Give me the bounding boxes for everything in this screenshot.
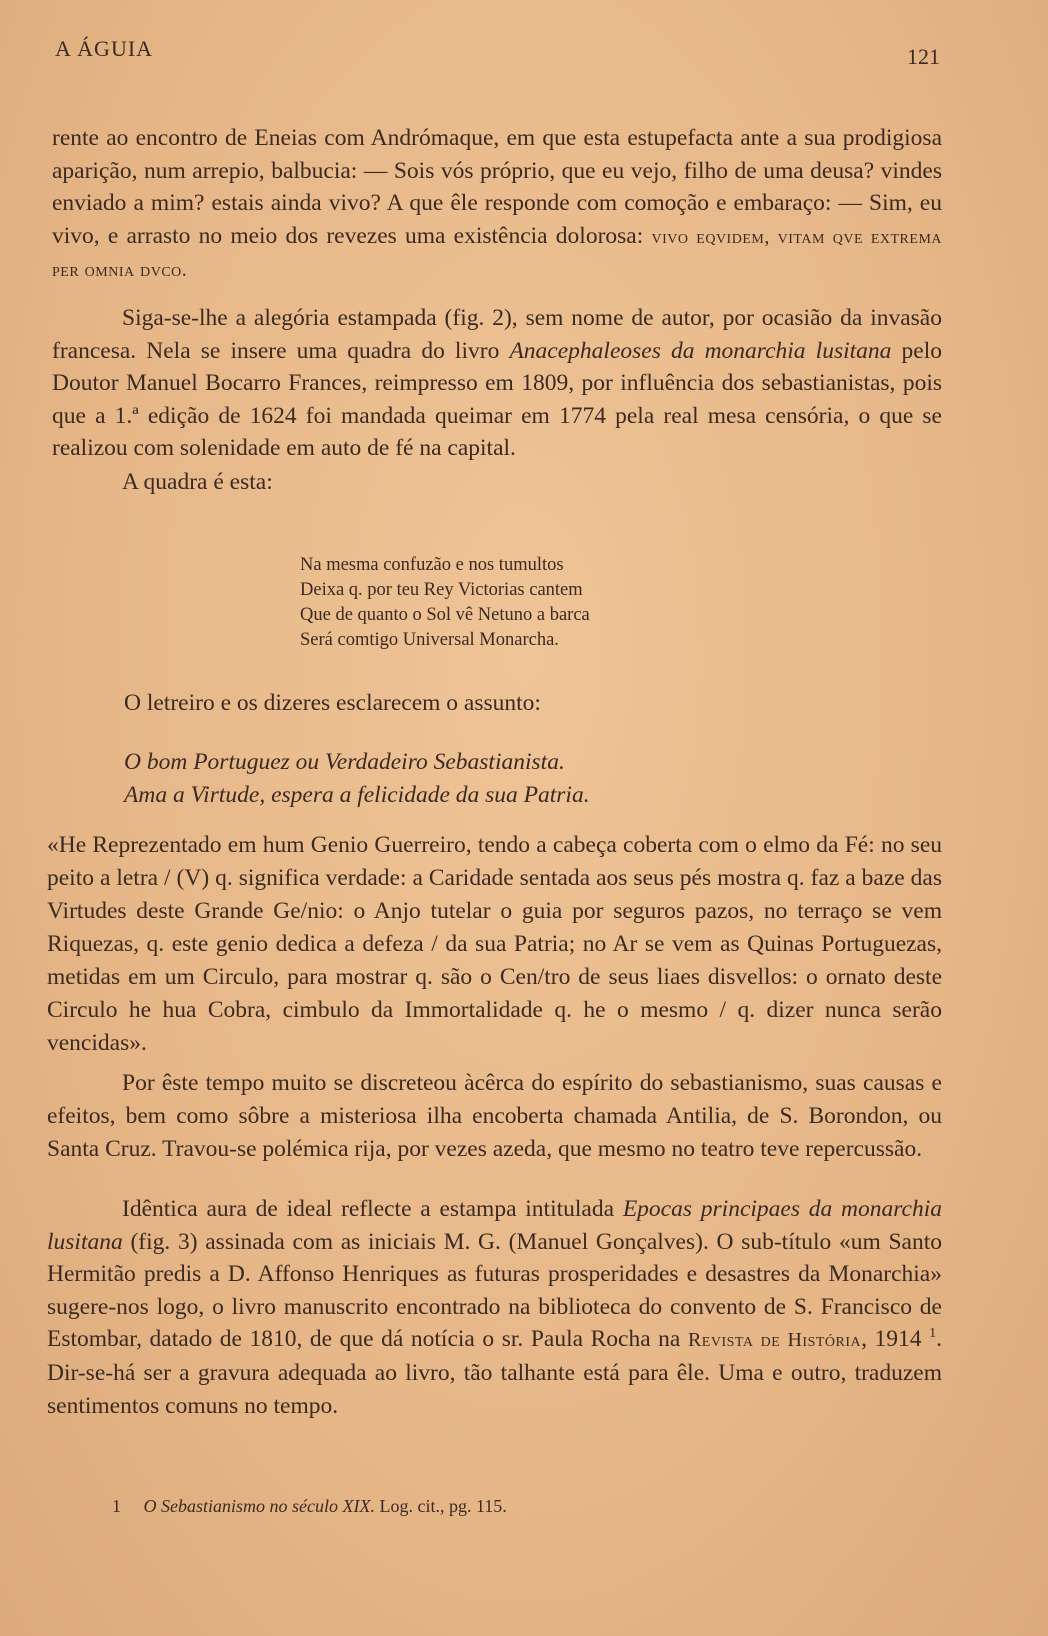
engraving-legend [124, 746, 590, 812]
running-title: A ÁGUIA [55, 36, 154, 61]
paragraph-2-text-b: pelo Doutor Manuel Bocarro Frances, reimpresso em 1809, por influência dos sebastianistas, pois que a 1.ª edição de 1624 foi mandada queimar em 1774 pela real mesa censória, o que se realizou com solenidade em auto de fé na capital. [52, 337, 942, 461]
intro-line: O letreiro e os dizeres esclarecem o assunto: [124, 690, 541, 716]
verse-line: Na mesma confuzão e nos tumultos [300, 555, 564, 575]
paragraph-6-text-a: Idêntica aura de ideal reflecte a estampa intitulada [122, 1196, 615, 1222]
verse-line: Deixa q. por teu Rey Victorias cantem [300, 580, 583, 600]
paragraph-1-text: rente ao encontro de Eneias com Andrómaque, em que esta estupefacta ante a sua prodigiosa aparição, num arrepio, balbucia: — Sois vós próprio, que eu vejo, filho de uma deusa? vindes enviado a mim? estais ainda vivo? A que êle responde com comoção e embaraço: — Sim, eu vivo, e arrasto no meio dos revezes uma existência dolorosa: [52, 125, 942, 249]
legend-line: O bom Portuguez ou Verdadeiro Sebastianista. [124, 749, 565, 775]
verse-quatrain [300, 553, 590, 653]
latin-quotation: vivo eqvidem, vitam qve extrema per omnia dvco. [52, 225, 942, 281]
footnote-citation: Log. cit., pg. 115. [379, 1496, 507, 1516]
paragraph-3: A quadra é esta: [122, 469, 273, 495]
paragraph-6 [47, 1193, 942, 1422]
journal-title: Revista de História [687, 1329, 862, 1352]
footnote-title: O Sebastianismo no século XIX. [143, 1496, 375, 1516]
book-title-anacephaleoses: Anacephaleoses da monarchia lusitana [509, 337, 892, 364]
paragraph-2-text-a: Siga-se-lhe a alegória estampada (fig. 2), sem nome de autor, por ocasião da invasão francesa. Nela se insere uma quadra do livro [52, 305, 942, 364]
paragraph-6-text-c: , 1914 [861, 1326, 922, 1353]
book-title-epocas: Epocas principaes da monarchia lusitana [47, 1196, 943, 1255]
engraving-description-quote: «He Reprezentado em hum Genio Guerreiro, tendo a cabeça coberta com o elmo da Fé: no seu peito a letra / (V) q. significa verdade: a Caridade sentada aos seus pés mostra q. faz a baze das Virtudes deste Grande Ge/nio: o Anjo tutelar o guia por seguros pazos, no terraço se vem Riquezas, q. este genio dedica a defeza / da sua Patria; no Ar se vem as Quinas Portuguezas, metidas em um Circulo, para mostrar q. são o Cen/tro de seus liaes disvellos: o ornato deste Circulo he hua Cobra, cimbulo da Immortalidade q. he o mesmo / q. dizer nunca serão vencidas». [47, 832, 942, 1056]
legend-line: Ama a Virtude, espera a felicidade da sua Patria. [124, 782, 590, 808]
paragraph-6-text-b: (fig. 3) assinada com as iniciais M. G. (Manuel Gonçalves). O sub-título «um Santo Hermitão predis a D. Affonso Henriques as futuras prosperidades e desastres da Monarchia» sugere-nos logo, o livro manuscrito encontrado na biblioteca do convento de S. Francisco de Estombar, datado de 1810, de que dá notícia o sr. Paula Rocha na [47, 1228, 943, 1353]
paragraph-5: Por êste tempo muito se discreteou àcêrca do espírito do sebastianismo, suas causas e efeitos, bem como sôbre a misteriosa ilha encoberta chamada Antilia, de S. Borondon, ou Santa Cruz. Travou-se polémica rija, por vezes azeda, que mesmo no teatro teve repercussão. [47, 1070, 942, 1162]
paragraph-6-text-d: . Dir-se-há ser a gravura adequada ao livro, tão talhante está para êle. Uma e outro, traduzem sentimentos comuns no tempo. [47, 1326, 942, 1419]
paragraph-1 [52, 122, 942, 287]
footnote-number: 1 [112, 1496, 121, 1516]
page-number: 121 [907, 44, 940, 69]
footnote [112, 1496, 507, 1517]
paragraph-2 [52, 302, 942, 465]
verse-line: Que de quanto o Sol vê Netuno a barca [300, 605, 590, 625]
verse-line: Será comtigo Universal Monarcha. [300, 630, 559, 650]
footnote-marker: 1 [929, 1326, 937, 1342]
